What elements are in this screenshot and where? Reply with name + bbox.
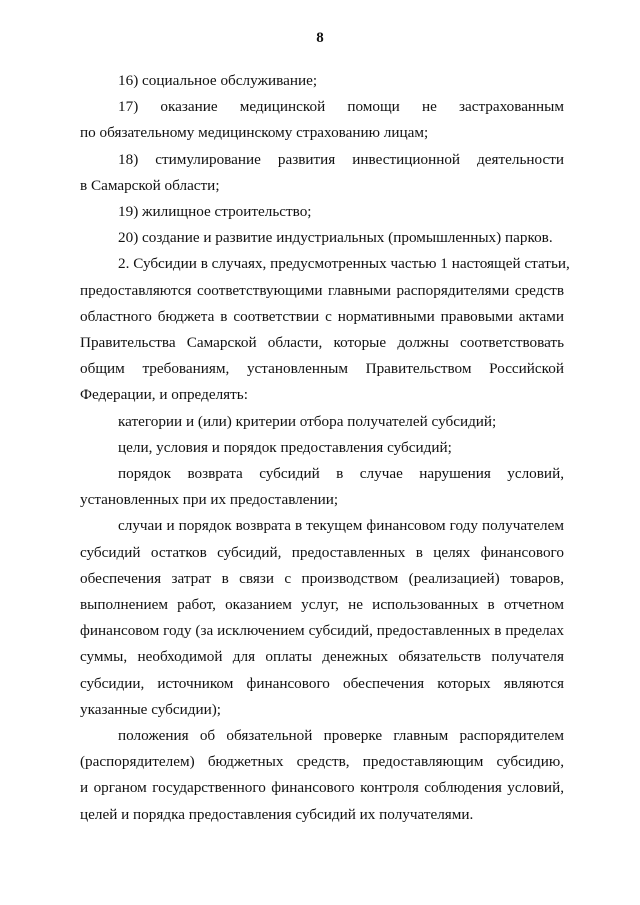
text-line: категории и (или) критерии отбора получателей субсидий; — [118, 412, 497, 430]
text-line: цели, условия и порядок предоставления субсидий; — [118, 438, 452, 456]
text-line: положения об обязательной проверке главным распорядителем — [118, 727, 564, 745]
text-line: областного бюджета в соответствии с нормативными правовыми актами — [80, 307, 564, 325]
text-line: 19) жилищное строительство; — [118, 203, 312, 221]
text-line: 18) стимулирование развития инвестиционной деятельности — [118, 150, 564, 168]
text-line: Правительства Самарской области, которые должны соответствовать — [80, 334, 564, 352]
text-line: порядок возврата субсидий в случае нарушения условий, — [118, 465, 564, 483]
text-line: (распорядителем) бюджетных средств, предоставляющим субсидию, — [80, 753, 564, 771]
text-line: субсидий остатков субсидий, предоставленных в целях финансового — [80, 543, 564, 561]
text-line: указанные субсидии); — [80, 700, 222, 718]
text-line: 16) социальное обслуживание; — [118, 72, 318, 89]
text-line: финансовом году (за исключением субсидий, предоставленных в пределах — [80, 622, 564, 640]
text-line: Федерации, и определять: — [80, 386, 248, 404]
text-line: установленных при их предоставлении; — [80, 491, 339, 509]
text-line: 2. Субсидии в случаях, предусмотренных частью 1 настоящей статьи, — [118, 255, 570, 273]
page-number: 8 — [316, 30, 324, 46]
text-line: предоставляются соответствующими главными распорядителями средств — [80, 281, 564, 299]
text-line: целей и порядка предоставления субсидий их получателями. — [80, 805, 474, 823]
text-line: обеспечения затрат в связи с производством (реализацией) товаров, — [80, 569, 564, 587]
text-line: суммы, необходимой для оплаты денежных обязательств получателя — [80, 648, 564, 666]
text-line: общим требованиям, установленным Правительством Российской — [80, 360, 564, 378]
text-line: в Самарской области; — [80, 176, 220, 194]
text-line: выполнением работ, оказанием услуг, не использованных в отчетном — [80, 596, 564, 614]
text-line: по обязательному медицинскому страхованию лицам; — [80, 124, 429, 142]
text-line: случаи и порядок возврата в текущем финансовом году получателем — [118, 517, 564, 535]
document-body — [80, 68, 570, 828]
text-line: 20) создание и развитие индустриальных (промышленных) парков. — [118, 229, 553, 247]
text-line: и органом государственного финансового контроля соблюдения условий, — [80, 779, 564, 797]
text-line: субсидии, источником финансового обеспечения которых являются — [80, 674, 564, 692]
text-line: 17) оказание медицинской помощи не застрахованным — [118, 98, 564, 116]
